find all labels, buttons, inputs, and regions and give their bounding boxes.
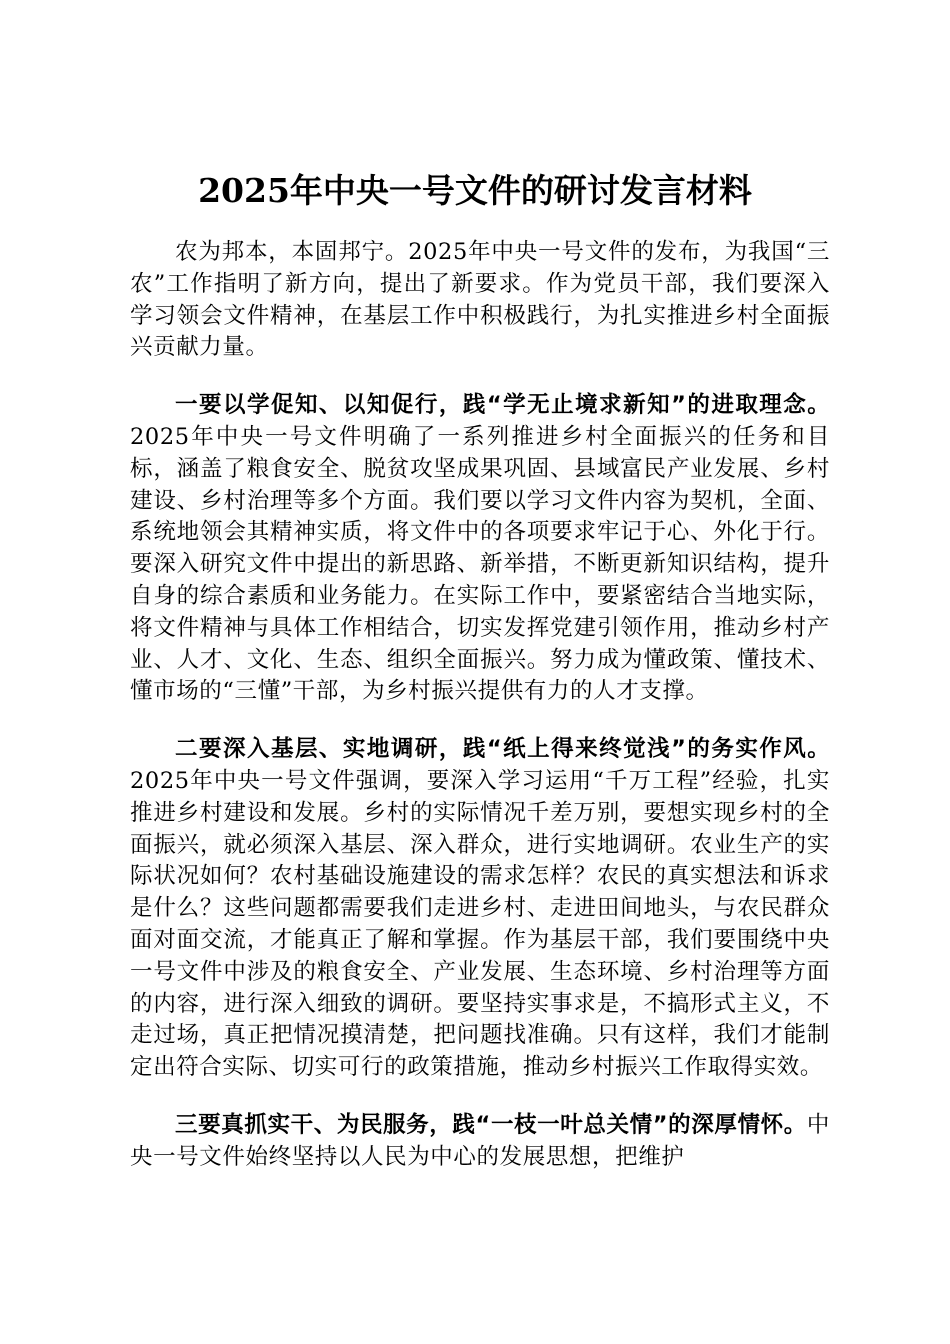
document-body xyxy=(130,237,830,1174)
section-paragraph-3 xyxy=(130,1110,830,1174)
section-heading-3: 三要真抓实干、为民服务，践“一枝一叶总关情”的深厚情怀。 xyxy=(175,1111,807,1138)
section-heading-2: 二要深入基层、实地调研，践“纸上得来终觉浅”的务实作风。 xyxy=(175,736,830,763)
document-title: 2025年中央一号文件的研讨发言材料 xyxy=(198,171,752,210)
section-heading-1: 一要以学促知、以知促行，践“学无止境求新知”的进取理念。 xyxy=(175,392,830,419)
section-body-1: 2025年中央一号文件明确了一系列推进乡村全面振兴的任务和目标，涵盖了粮食安全、脱贫攻坚成果巩固、县域富民产业发展、乡村建设、乡村治理等多个方面。我们要以学习文件内容为契机，全面、系统地领会其精神实质，将文件中的各项要求牢记于心、外化于行。要深入研究文件中提出的新思路、新举措，不断更新知识结构，提升自身的综合素质和业务能力。在实际工作中，要紧密结合当地实际，将文件精神与具体工作相结合，切实发挥党建引领作用，推动乡村产业、人才、文化、生态、组织全面振兴。努力成为懂政策、懂技术、懂市场的“三懂”干部，为乡村振兴提供有力的人才支撑。 xyxy=(130,423,830,705)
section-paragraph-2 xyxy=(130,734,830,1084)
section-body-2: 2025年中央一号文件强调，要深入学习运用“千万工程”经验，扎实推进乡村建设和发展。乡村的实际情况千差万别，要想实现乡村的全面振兴，就必须深入基层、深入群众，进行实地调研。农业生产的实际状况如何？农村基础设施建设的需求怎样？农民的真实想法和诉求是什么？这些问题都需要我们走进乡村、走进田间地头，与农民群众面对面交流，才能真正了解和掌握。作为基层干部，我们要围绕中央一号文件中涉及的粮食安全、产业发展、生态环境、乡村治理等方面的内容，进行深入细致的调研。要坚持实事求是，不搞形式主义，不走过场，真正把情况摸清楚，把问题找准确。只有这样，我们才能制定出符合实际、切实可行的政策措施，推动乡村振兴工作取得实效。 xyxy=(130,767,830,1081)
section-body-3: 中央一号文件始终坚持以人民为中心的发展思想，把维护 xyxy=(130,1111,830,1170)
section-paragraph-1 xyxy=(130,390,830,708)
intro-paragraph: 农为邦本，本固邦宁。2025年中央一号文件的发布，为我国“三农”工作指明了新方向，提出了新要求。作为党员干部，我们要深入学习领会文件精神，在基层工作中积极践行，为扎实推进乡村全面振兴贡献力量。 xyxy=(130,239,830,361)
